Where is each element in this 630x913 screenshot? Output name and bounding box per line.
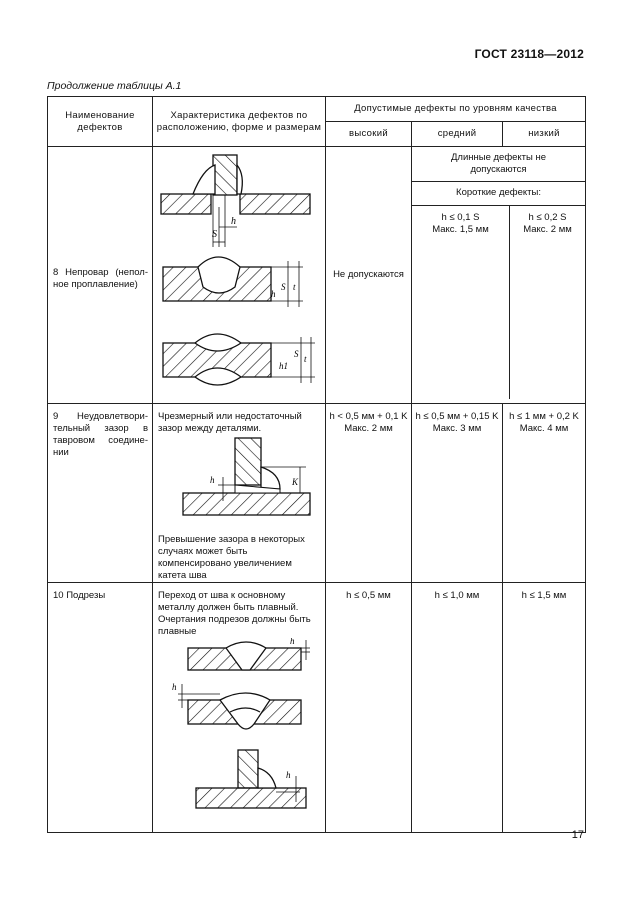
short-defects-note: Короткие дефекты: (412, 181, 585, 205)
row-10-characteristic: Переход от шва к основному металлу должен быть плавный. Очертания подрезов должны быть плавные h h h (153, 583, 326, 833)
col-header-medium: средний (412, 122, 503, 147)
row-8-figures (153, 147, 326, 404)
standard-header: ГОСТ 23118—2012 (474, 47, 584, 61)
label-S: S (212, 229, 217, 240)
tee-gap-figure (158, 435, 323, 530)
defects-table (47, 96, 586, 833)
row-9-characteristic: Чрезмерный или недостаточный зазор между деталями. h K Превышение зазора в некоторых случаях может быть компенсировано увеличением катета шва (153, 404, 326, 583)
row-8-medium: h ≤ 0,1 S Макс. 1,5 мм (412, 205, 510, 399)
col-header-characteristic: Характеристика дефектов по расположению, форме и размерам (153, 97, 326, 147)
label-h10b: h (172, 682, 177, 692)
row-10-high: h ≤ 0,5 мм (326, 583, 412, 833)
row-10-medium: h ≤ 1,0 мм (412, 583, 503, 833)
table-row (48, 583, 586, 833)
col-header-low: низкий (503, 122, 586, 147)
label-h: h (231, 216, 236, 227)
row-9-low: h ≤ 1 мм + 0,2 K Макс. 4 мм (503, 404, 586, 583)
page-number: 17 (571, 829, 584, 841)
row-9-medium: h ≤ 0,5 мм + 0,15 K Макс. 3 мм (412, 404, 503, 583)
col-header-high: высокий (326, 122, 412, 147)
row-8-medium-low (412, 147, 586, 404)
table-row (48, 404, 586, 583)
label-h2: h (271, 289, 276, 299)
row-9-high: h < 0,5 мм + 0,1 K Макс. 2 мм (326, 404, 412, 583)
row-10-name: 10 Подрезы (48, 583, 153, 833)
incomplete-penetration-figure (153, 147, 326, 399)
label-s3: S (294, 349, 299, 359)
long-defects-note: Длинные дефекты не допускаются (412, 147, 585, 181)
label-t3: t (304, 354, 307, 364)
label-h1: h1 (279, 361, 288, 371)
row-10-low: h ≤ 1,5 мм (503, 583, 586, 833)
row-8-high: Не допускаются (326, 147, 412, 404)
label-t: t (293, 282, 296, 292)
label-K: K (292, 477, 299, 487)
label-h9: h (210, 475, 215, 485)
undercut-figure (158, 638, 323, 828)
col-header-name: Наименование дефектов (48, 97, 153, 147)
table-row (48, 147, 586, 404)
label-h10c: h (286, 770, 291, 780)
col-header-allowed: Допустимые дефекты по уровням качества (326, 97, 586, 122)
row-8-low: h ≤ 0,2 S Макс. 2 мм (523, 211, 572, 235)
label-s2: S (281, 282, 286, 292)
row-9-name: 9 Неудовлетвори-тельный зазор в тавровом соедине-нии (48, 404, 153, 583)
label-h10a: h (290, 638, 295, 646)
table-caption: Продолжение таблицы А.1 (47, 80, 182, 92)
row-8-name: 8 Непровар (непол-ное проплавление) (48, 147, 153, 404)
